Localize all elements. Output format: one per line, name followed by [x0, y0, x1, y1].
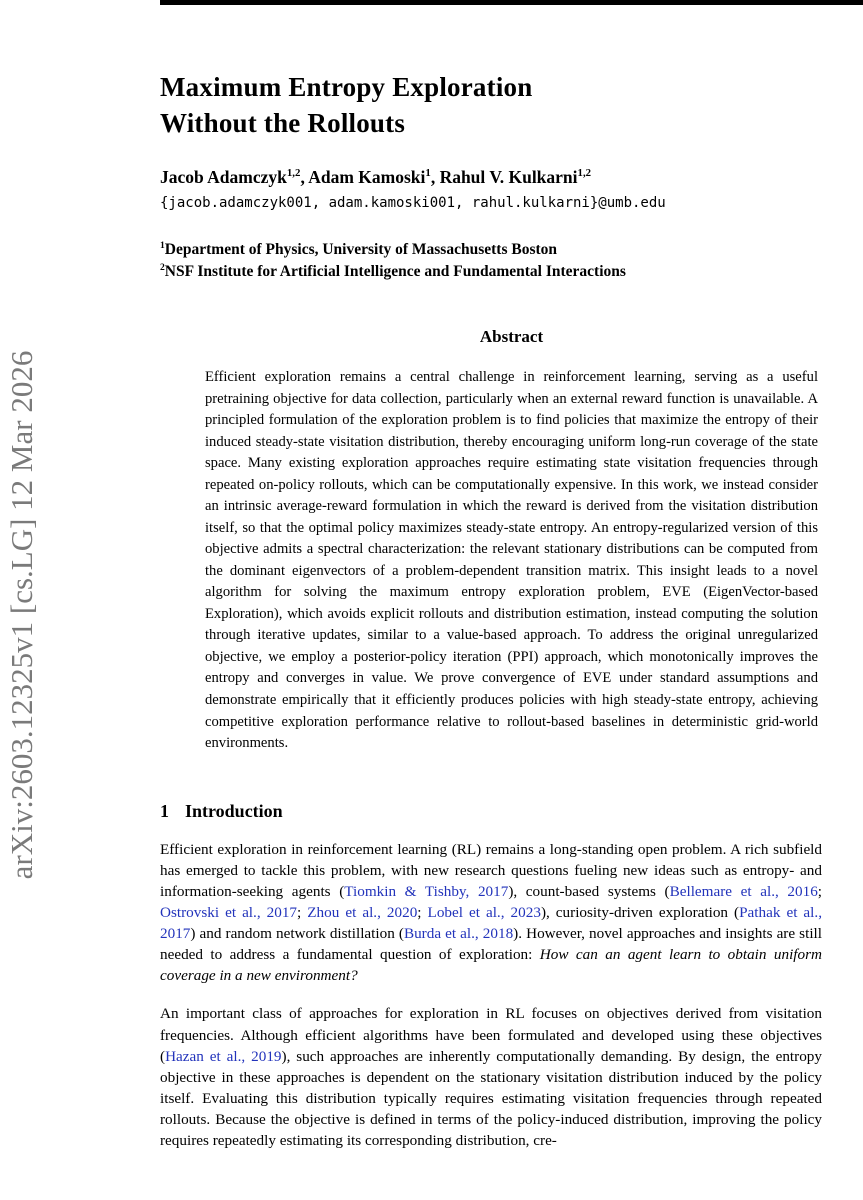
abstract-heading: Abstract — [479, 327, 544, 347]
section-title: Introduction — [185, 800, 283, 821]
authors-line: Jacob Adamczyk$^{1,2}$, Adam Kamoski$^1$, Rahul V. Kulkarni$^{1,2}$ — [160, 167, 592, 188]
abstract-text: Efficient exploration remains a central challenge in reinforcement learning, serving as a useful pretraining objective for data collection, particularly when an external reward function is unavailable. A principled formulation of the exploration problem is to find policies that maximize the entropy of their induced steady-state visitation distribution, thereby encouraging uniform long-run coverage of the state space. Many existing exploration approaches require estimating state visitation frequencies through repeated on-policy rollouts, which can be computationally expensive. In this work, we instead consider an intrinsic average-reward formulation in which the reward is derived from the visitation distribution itself, so that the optimal policy maximizes steady-state entropy. An entropy-regularized version of this objective admits a spectral characterization: the relevant stationary distributions can be computed from the dominant eigenvectors of a problem-dependent transition matrix. This insight leads to a novel algorithm for solving the maximum entropy exploration problem, EVE (EigenVector-based Exploration), which avoids explicit rollouts and distribution estimation, instead computing the solution through iterative updates, similar to a value-based approach. To address the original unregularized objective, we employ a posterior-policy iteration (PPI) approach, which monotonically improves the entropy and converges in value. We prove convergence of EVE under standard assumptions and demonstrate empirically that it efficiently produces policies with high steady-state entropy, achieving competitive exploration performance relative to rollout-based baselines in deterministic grid-world environments. — [205, 369, 818, 752]
title-line-2: Without the Rollouts — [160, 107, 406, 138]
title-line-1: Maximum Entropy Exploration — [160, 72, 533, 102]
affiliation-2: $^2$NSF Institute for Artificial Intelligence and Fundamental Interactions — [160, 262, 626, 281]
paper-title — [160, 70, 822, 141]
superscript-marker: 1,2 — [577, 167, 592, 180]
affiliation-1: $^1$Department of Physics, University of Massachusetts Boston — [160, 240, 558, 259]
emphasized-text: How can an agent learn to obtain uniform coverage in a new environment? — [160, 946, 822, 985]
superscript-marker: 1 — [425, 167, 431, 180]
citation-link[interactable]: Ostrovski et al., 2017 — [160, 903, 298, 921]
author-emails: {jacob.adamczyk001, adam.kamoski001, rahul.kulkarni}@umb.edu — [160, 195, 666, 212]
citation-link[interactable]: Lobel et al., 2023 — [427, 903, 541, 921]
intro-paragraph-2: An important class of approaches for exploration in RL focuses on objectives derived from visitation frequencies. Although efficient algorithms have been formulated and developed using these objectives (Hazan et al., 2019), such approaches are inherently computationally demanding. By design, the entropy objective in these approaches is dependent on the stationary visitation distribution induced by the policy itself. Evaluating this distribution typically requires estimating visitation frequencies through repeated rollouts. Because the objective is defined in terms of the policy-induced distribution, improving the policy requires repeatedly estimating its corresponding distribution, cre- — [160, 1005, 822, 1150]
section-number: 1 — [160, 800, 169, 821]
paper-content — [160, 0, 822, 1151]
citation-link[interactable]: Hazan et al., 2019 — [165, 1047, 282, 1065]
citation-link[interactable]: Burda et al., 2018 — [403, 925, 514, 943]
citation-link[interactable]: Zhou et al., 2020 — [307, 903, 418, 921]
citation-link[interactable]: Pathak et al., 2017 — [160, 903, 822, 943]
intro-paragraph-1: Efficient exploration in reinforcement learning (RL) remains a long-standing open problem. A rich subfield has emerged to tackle this problem, with new research questions fueling new ideas such as entropy- and information-seeking agents (Tiomkin & Tishby, 2017), count-based systems (Bellemare et al., 2016; Ostrovski et al., 2017; Zhou et al., 2020; Lobel et al., 2023), curiosity-driven exploration (Pathak et al., 2017) and random network distillation (Burda et al., 2018). However, novel approaches and insights are still needed to address a fundamental question of exploration: How can an agent learn to obtain uniform coverage in a new environment? — [160, 840, 823, 985]
citation-link[interactable]: Bellemare et al., 2016 — [669, 882, 818, 900]
superscript-marker: 2 — [160, 262, 165, 274]
arxiv-watermark: arXiv:2603.12325v1 [cs.LG] 12 Mar 2026 — [4, 350, 39, 880]
citation-link[interactable]: Tiomkin & Tishby, 2017 — [344, 882, 509, 900]
superscript-marker: 1,2 — [286, 167, 301, 180]
superscript-marker: 1 — [160, 240, 165, 252]
section-heading-introduction — [160, 801, 822, 822]
affiliations — [160, 239, 822, 283]
